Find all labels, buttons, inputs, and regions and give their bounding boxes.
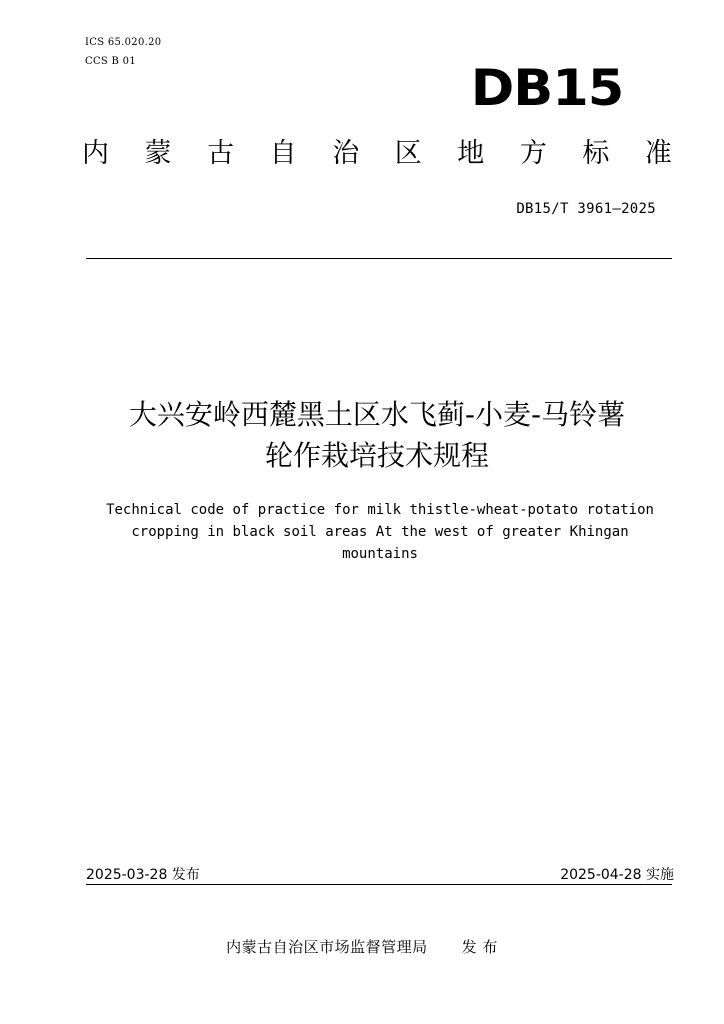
standard-type-char: 区 [394, 138, 422, 169]
standard-number: DB15/T 3961—2025 [516, 201, 656, 217]
standard-type-char: 方 [519, 138, 547, 169]
standard-type-char: 治 [332, 138, 360, 169]
english-title [80, 499, 680, 565]
standard-type-char: 古 [207, 138, 235, 169]
standard-type-char: 准 [644, 138, 672, 169]
chinese-title-line: 大兴安岭西麓黑土区水飞蓟-小麦-马铃薯 [128, 398, 626, 431]
english-title-line: cropping in black soil areas At the west of greater Khingan [131, 524, 629, 540]
db-standard-mark: DB15 [470, 59, 623, 117]
issue-date: 2025-03-28 发布 [86, 867, 200, 883]
ics-code: ICS 65.020.20 [85, 37, 162, 48]
standard-type-char: 标 [582, 138, 610, 169]
footer-divider [86, 884, 672, 885]
chinese-title-line: 轮作栽培技术规程 [264, 439, 489, 472]
issuing-authority [0, 936, 724, 957]
issuing-authority-name: 内蒙古自治区市场监督管理局 [226, 938, 428, 956]
standard-type-char: 自 [269, 138, 297, 169]
standard-type-char: 地 [457, 138, 485, 169]
english-title-line: Technical code of practice for milk thistle-wheat-potato rotation [106, 502, 654, 518]
ccs-code: CCS B 01 [85, 56, 136, 67]
issue-action: 发 布 [461, 938, 498, 956]
implementation-date: 2025-04-28 实施 [560, 867, 674, 883]
header-divider [86, 258, 672, 259]
standard-type-char: 内 [82, 138, 109, 169]
chinese-title [60, 394, 694, 476]
standard-type-char: 蒙 [144, 138, 172, 169]
english-title-line: mountains [342, 546, 418, 562]
standard-type-heading [82, 140, 672, 167]
